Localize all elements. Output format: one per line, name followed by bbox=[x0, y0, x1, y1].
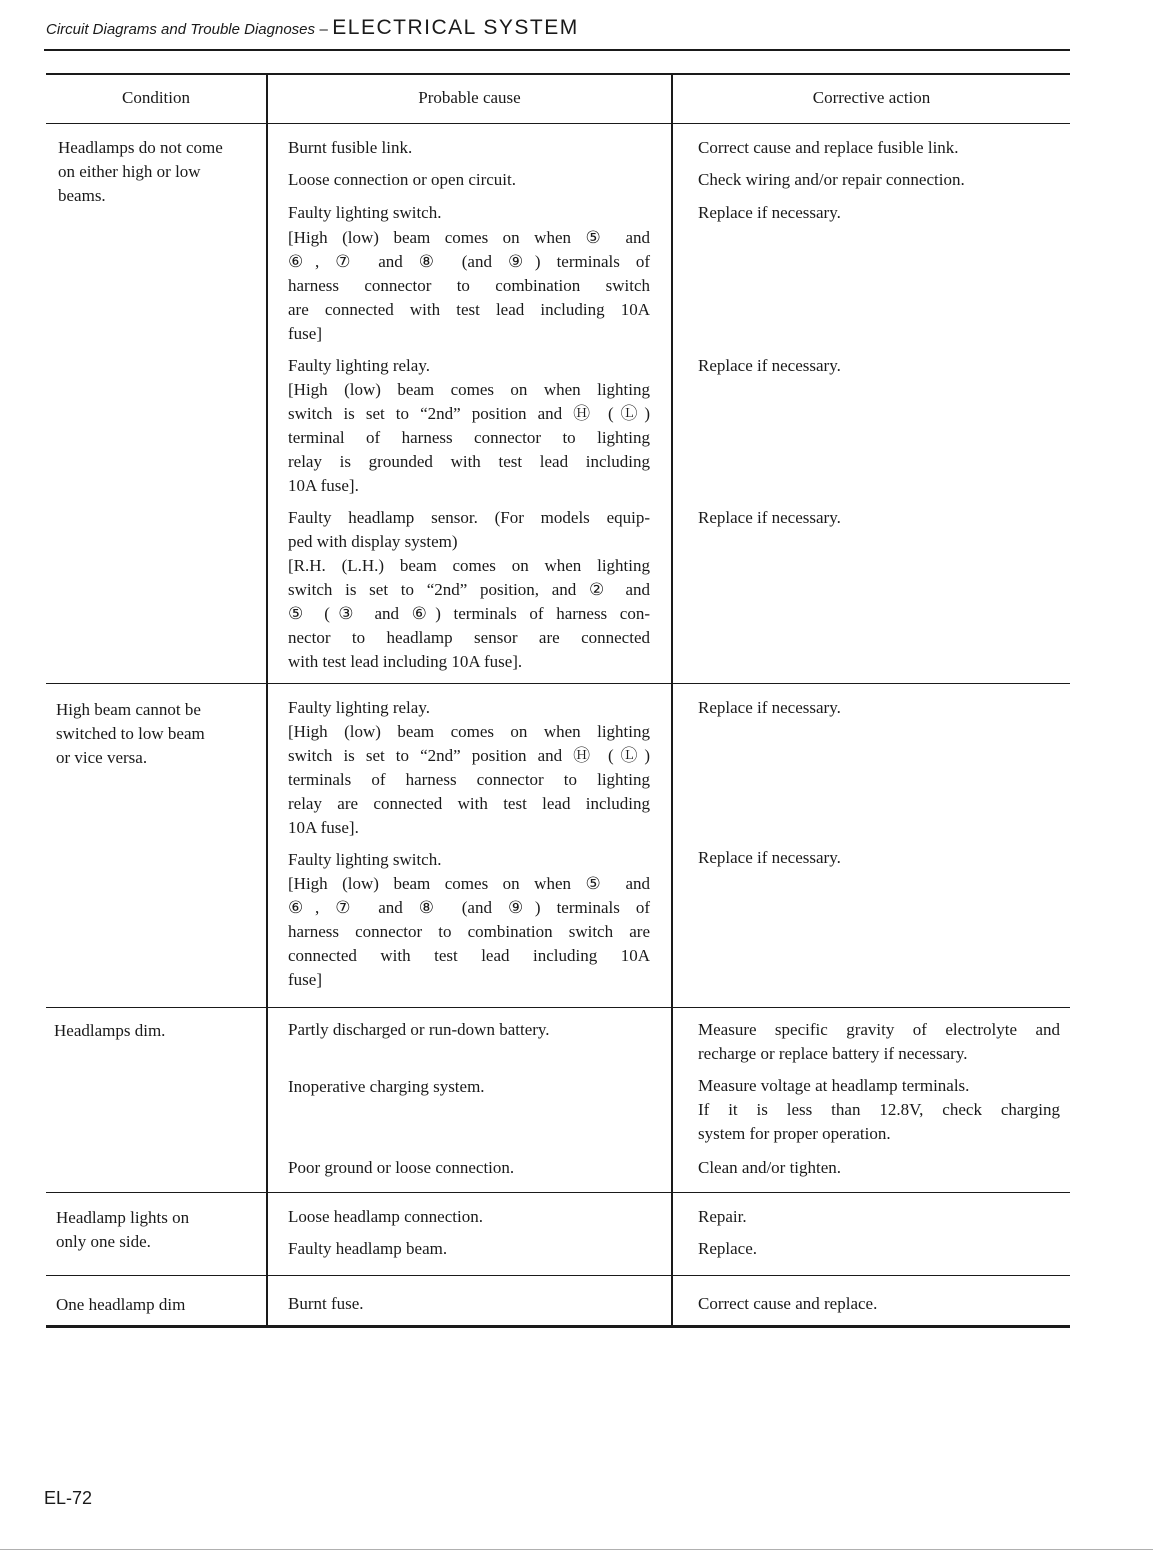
cause-detail bbox=[288, 554, 650, 674]
condition-line: or vice versa. bbox=[56, 748, 148, 767]
condition-line: on either high or low bbox=[58, 162, 201, 181]
cause-detail-line: switch is set to “2nd” position and Ⓗ (Ⓛ) bbox=[288, 404, 650, 423]
cause-detail-line: [High (low) beam comes on when lighting bbox=[288, 722, 650, 741]
cause-detail bbox=[288, 506, 650, 554]
condition-line: Headlamps dim. bbox=[54, 1021, 166, 1040]
action-line: Correct cause and replace fusible link. bbox=[698, 138, 959, 157]
cause-line: Faulty lighting relay. bbox=[288, 356, 430, 375]
cause-detail-line: with test lead including 10A fuse]. bbox=[288, 652, 523, 671]
header-rule bbox=[44, 49, 1070, 51]
cause-detail-line: ⑥, ⑦ and ⑧ (and ⑨) terminals of bbox=[288, 898, 650, 917]
cause-detail-line: [High (low) beam comes on when ⑤ and bbox=[288, 874, 650, 893]
action-line: Check wiring and/or repair connection. bbox=[698, 170, 965, 189]
cause-line: Inoperative charging system. bbox=[288, 1077, 485, 1096]
action-line: Replace if necessary. bbox=[698, 848, 841, 867]
cause-detail-line: switch is set to “2nd” position and Ⓗ (Ⓛ) bbox=[288, 746, 650, 765]
section-title: Circuit Diagrams and Trouble Diagnoses bbox=[46, 21, 316, 38]
condition-line: Headlamps do not come bbox=[58, 138, 223, 157]
cause-line: Faulty headlamp beam. bbox=[288, 1239, 448, 1258]
cause-line: ped with display system) bbox=[288, 532, 458, 551]
action-line: Replace if necessary. bbox=[698, 508, 841, 527]
column-header-condition: Condition bbox=[121, 88, 190, 107]
cause-detail-line: fuse] bbox=[288, 970, 322, 989]
cause-detail-line: [R.H. (L.H.) beam comes on when lighting bbox=[288, 556, 650, 575]
cause-detail-line: relay is grounded with test lead including bbox=[288, 452, 650, 471]
column-divider-2 bbox=[671, 74, 673, 1326]
condition-line: Headlamp lights on bbox=[56, 1208, 190, 1227]
column-header-action: Corrective action bbox=[812, 88, 931, 107]
cause-detail-line: harness connector to combination switch are bbox=[288, 922, 650, 941]
cause-detail bbox=[288, 720, 650, 840]
cause-line: Burnt fusible link. bbox=[288, 138, 413, 157]
action-block bbox=[698, 1018, 1060, 1066]
cause-line: Loose connection or open circuit. bbox=[288, 170, 517, 189]
condition-line: beams. bbox=[58, 186, 106, 205]
cause-line: Burnt fuse. bbox=[288, 1294, 364, 1313]
header-dash: – bbox=[319, 21, 328, 38]
condition-line: One headlamp dim bbox=[56, 1295, 186, 1314]
action-line: Replace if necessary. bbox=[698, 698, 841, 717]
action-line: Replace if necessary. bbox=[698, 203, 841, 222]
row-separator bbox=[46, 1275, 1070, 1276]
cause-detail-line: terminal of harness connector to lighting bbox=[288, 428, 650, 447]
action-line: Measure specific gravity of electrolyte and bbox=[698, 1020, 1060, 1039]
action-line: Repair. bbox=[698, 1207, 747, 1226]
condition-line: only one side. bbox=[56, 1232, 151, 1251]
action-line: system for proper operation. bbox=[698, 1124, 891, 1143]
cause-detail-line: nector to headlamp sensor are connected bbox=[288, 628, 650, 647]
cause-detail-line: ⑤ (③ and ⑥) terminals of harness con- bbox=[288, 604, 650, 623]
cause-line: Partly discharged or run-down battery. bbox=[288, 1020, 550, 1039]
cause-detail-line: are connected with test lead including 10A bbox=[288, 300, 650, 319]
cause-line: Faulty lighting switch. bbox=[288, 203, 442, 222]
cause-detail-line: 10A fuse]. bbox=[288, 476, 359, 495]
action-block bbox=[698, 1074, 1060, 1146]
action-line: Correct cause and replace. bbox=[698, 1294, 878, 1313]
row-separator bbox=[46, 683, 1070, 684]
action-line: recharge or replace battery if necessary. bbox=[698, 1044, 968, 1063]
action-line: Replace if necessary. bbox=[698, 356, 841, 375]
cause-detail-line: terminals of harness connector to lighting bbox=[288, 770, 650, 789]
cause-line: Faulty headlamp sensor. (For models equip- bbox=[288, 508, 650, 527]
cause-detail bbox=[288, 872, 650, 992]
cause-detail-line: fuse] bbox=[288, 324, 322, 343]
column-header-cause: Probable cause bbox=[418, 88, 521, 107]
page-edge-line bbox=[0, 1549, 1153, 1550]
cause-detail-line: harness connector to combination switch bbox=[288, 276, 650, 295]
cause-detail-line: switch is set to “2nd” position, and ② and bbox=[288, 580, 650, 599]
cause-detail-line: 10A fuse]. bbox=[288, 818, 359, 837]
page-header bbox=[46, 16, 579, 40]
cause-line: Poor ground or loose connection. bbox=[288, 1158, 515, 1177]
system-title: ELECTRICAL SYSTEM bbox=[332, 16, 579, 39]
cause-line: Loose headlamp connection. bbox=[288, 1207, 483, 1226]
cause-detail-line: [High (low) beam comes on when ⑤ and bbox=[288, 228, 650, 247]
condition-line: High beam cannot be bbox=[56, 700, 201, 719]
header-row-rule bbox=[46, 123, 1070, 124]
action-line: Clean and/or tighten. bbox=[698, 1158, 842, 1177]
table-bottom-rule bbox=[46, 1325, 1070, 1328]
action-line: Measure voltage at headlamp terminals. bbox=[698, 1076, 970, 1095]
row-separator bbox=[46, 1007, 1070, 1008]
cause-detail-line: ⑥, ⑦ and ⑧ (and ⑨) terminals of bbox=[288, 252, 650, 271]
cause-line: Faulty lighting relay. bbox=[288, 698, 430, 717]
row-separator bbox=[46, 1192, 1070, 1193]
page-number: EL-72 bbox=[44, 1488, 93, 1508]
cause-detail-line: connected with test lead including 10A bbox=[288, 946, 650, 965]
table-top-rule bbox=[46, 73, 1070, 75]
condition-line: switched to low beam bbox=[56, 724, 205, 743]
action-line: Replace. bbox=[698, 1239, 757, 1258]
cause-detail-line: relay are connected with test lead including bbox=[288, 794, 650, 813]
cause-detail bbox=[288, 378, 650, 498]
column-divider-1 bbox=[266, 74, 268, 1326]
cause-line: Faulty lighting switch. bbox=[288, 850, 442, 869]
cause-detail bbox=[288, 226, 650, 346]
action-line: If it is less than 12.8V, check charging bbox=[698, 1100, 1060, 1119]
cause-detail-line: [High (low) beam comes on when lighting bbox=[288, 380, 650, 399]
